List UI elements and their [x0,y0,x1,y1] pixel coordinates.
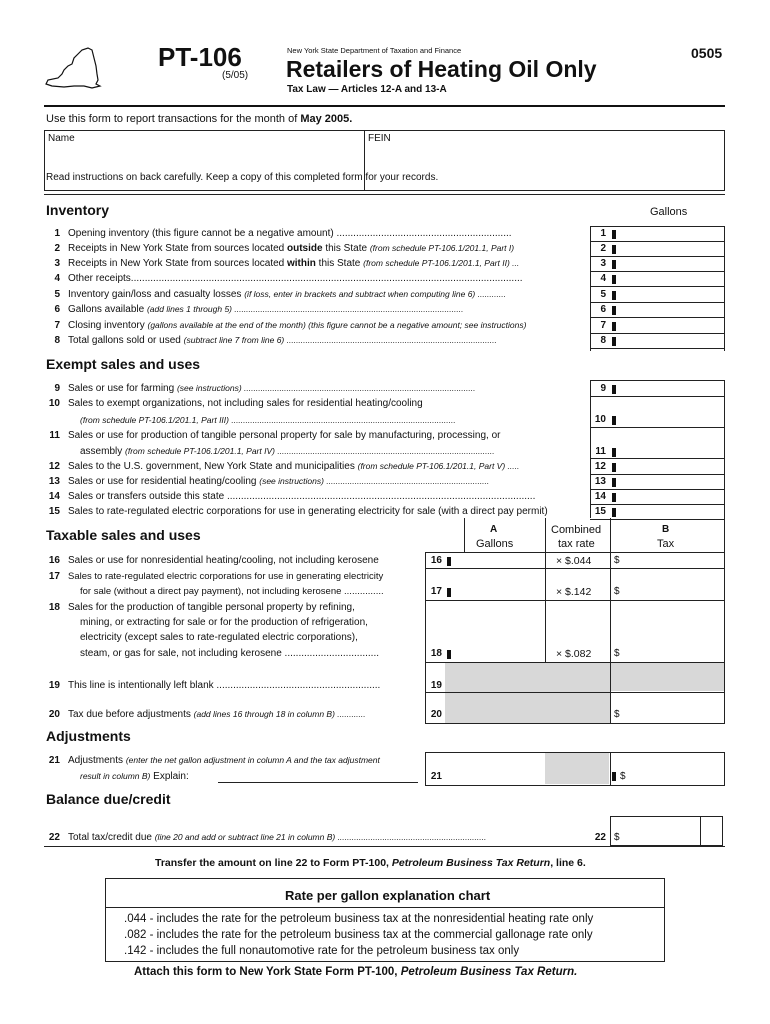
line-18-dollar: $ [614,648,620,659]
rate-sub: tax rate [558,538,595,550]
line-13-number: 13 [594,476,606,487]
line-5-number: 5 [600,289,606,300]
rate-chart-title: Rate per gallon explanation chart [285,888,491,903]
line-13-input[interactable] [617,474,723,488]
line-1-number: 1 [600,228,606,239]
read-instructions: Read instructions on back carefully. Keep a copy of this completed form for your records. [46,172,439,183]
line-4-number: 4 [600,273,606,284]
line-10-source: (from schedule PT-106.1/201.1, Part III) ............................................................................................... [80,415,456,425]
line-8-label: Total gallons sold or used (subtract line 7 from line 6) ......................................................................................... [68,335,497,346]
line-15-marker [612,508,616,517]
line-1-input[interactable] [617,226,723,240]
adjustments-heading: Adjustments [46,728,131,744]
line-5-index: 5 [54,289,60,300]
line-17-rate: × $.142 [556,586,592,598]
line-19-label: This line is intentionally left blank ........................................................... [68,680,381,691]
line-6-index: 6 [54,304,60,315]
line-20-number: 20 [430,709,442,720]
line-22-number: 22 [594,832,606,843]
line-5-label: Inventory gain/loss and casualty losses (if loss, enter in brackets and subtract when computing line 6) ............ [68,289,506,300]
line-14-label: Sales or transfers outside this state ............................................................................................................... [68,491,536,502]
line-3-number: 3 [600,258,606,269]
line-4-label: Other receipts............................................................................................................................................. [68,273,523,284]
line-18-label-c: electricity (except sales to rate-regulated electric corporations), [80,632,358,643]
name-label: Name [48,133,75,144]
line-9-input[interactable] [617,381,723,395]
line-13-label: Sales or use for residential heating/cooling (see instructions) ..................................................................... [68,476,490,487]
line-20-label: Tax due before adjustments (add lines 16 through 18 in column B) ............ [68,709,366,720]
line-4-input[interactable] [617,271,723,285]
line-6-label: Gallons available (add lines 1 through 5) ................................................................................................. [68,304,464,315]
department-name: New York State Department of Taxation and Finance [287,46,462,55]
line-22-input[interactable] [622,817,699,845]
line-16-rate: × $.044 [556,555,592,567]
line-14-marker [612,493,616,502]
fein-label: FEIN [368,133,391,144]
line-18-label: Sales for the production of tangible personal property by refining, [68,602,355,613]
line-22-dollar: $ [614,832,620,843]
rate-header: Combined [551,524,602,536]
col-b-sub: Tax [657,538,675,550]
transfer-note: Transfer the amount on line 22 to Form PT-100, Petroleum Business Tax Return, line 6. [155,857,586,869]
line-5-input[interactable] [617,287,723,301]
line-1-index: 1 [54,228,60,239]
line-4-marker [612,275,616,284]
form-title: Retailers of Heating Oil Only [286,56,597,82]
line-8-number: 8 [600,335,606,346]
rate-row-044: .044 - includes the rate for the petroleum business tax at the nonresidential heating rate only [124,913,594,925]
col-b-header: B [662,524,670,535]
line-16-dollar: $ [614,555,620,566]
line-20-tax-input[interactable] [622,693,722,723]
line-2-label: Receipts in New York State from sources located outside this State (from schedule PT-106.1/201.1, Part I) [68,243,515,254]
line-11-input[interactable] [617,428,723,458]
line-8-index: 8 [54,335,60,346]
col-a-sub: Gallons [476,538,514,550]
line-10-input[interactable] [617,397,723,427]
line-17-tax-input[interactable] [622,569,722,599]
form-number: PT-106 [158,42,242,72]
line-17-label: Sales to rate-regulated electric corporations for use in generating electricity [68,571,384,582]
col-a-header: A [490,524,498,535]
inventory-heading: Inventory [46,202,110,218]
line-10-label: Sales to exempt organizations, not including sales for residential heating/cooling [68,398,423,409]
line-5-marker [612,291,616,300]
line-19-number: 19 [430,680,442,691]
form-subtitle: Tax Law — Articles 12-A and 13-A [287,84,447,95]
line-7-input[interactable] [617,318,723,332]
rate-row-142: .142 - includes the full nonautomotive rate for the petroleum business tax only [124,945,520,957]
line-12-label: Sales to the U.S. government, New York State and municipalities (from schedule PT-106.1/201.1, Part V) ..... [68,461,520,472]
rate-row-082: .082 - includes the rate for the petroleum business tax at the commercial gallonage rate only [124,929,593,941]
line-17-number: 17 [430,586,442,597]
line-4-index: 4 [54,273,60,284]
line-8-marker [612,337,616,346]
line-1-label: Opening inventory (this figure cannot be a negative amount) ............................................................... [68,228,512,239]
line-17-gallons-input[interactable] [452,569,544,599]
taxable-heading: Taxable sales and uses [46,527,201,543]
line-14-number: 14 [594,491,606,502]
line-21-gallons-input[interactable] [446,753,544,784]
line-21-label: Adjustments (enter the net gallon adjustment in column A and the tax adjustment [68,755,380,766]
line-2-number: 2 [600,243,606,254]
new-york-state-outline-icon [44,44,104,90]
line-12-marker [612,463,616,472]
line-6-input[interactable] [617,302,723,316]
line-1-marker [612,230,616,239]
line-10-number: 10 [594,414,606,425]
line-14-index: 14 [48,491,60,502]
line-12-input[interactable] [617,459,723,473]
line-12-index: 12 [48,461,60,472]
line-3-index: 3 [54,258,60,269]
line-16-gallons-input[interactable] [452,553,544,567]
line-2-input[interactable] [617,241,723,255]
line-2-index: 2 [54,243,60,254]
line-11-label: Sales or use for production of tangible personal property for sale by manufacturing, processing, or [68,430,501,441]
line-7-index: 7 [54,320,60,331]
line-11-label-cont: assembly (from schedule PT-106.1/201.1, Part IV) ............................................................................................ [80,446,495,457]
line-21-number: 21 [430,771,442,782]
line-7-marker [612,322,616,331]
month-line [46,113,352,125]
line-11-number: 11 [595,446,606,457]
line-18-label-d: steam, or gas for sale, not including kerosene .................................. [80,648,380,659]
line-18-gallons-input[interactable] [452,601,544,661]
month-text: Use this form to report transactions for the month of [46,113,298,125]
line-16-number: 16 [430,555,442,566]
form-code: 0505 [691,45,723,61]
line-2-marker [612,245,616,254]
line-8-input[interactable] [617,333,723,347]
line-12-number: 12 [594,461,606,472]
gallons-label: Gallons [650,206,688,218]
line-15-number: 15 [594,506,606,517]
line-13-index: 13 [48,476,60,487]
line-18-number: 18 [430,648,442,659]
line-7-label: Closing inventory (gallons available at the end of the month) (this figure cannot be a negative amount; see instructions) [68,320,527,331]
line-15-input[interactable] [617,504,723,518]
line-20-dollar: $ [614,709,620,720]
attach-note: Attach this form to New York State Form PT-100, Petroleum Business Tax Return. [134,966,578,978]
line-17-label-cont: for sale (without a direct pay payment), not including kerosene ............... [80,586,384,597]
line-3-input[interactable] [617,256,723,270]
line-21-dollar: $ [620,771,626,782]
report-month: May 2005. [300,113,353,125]
line-15-label: Sales to rate-regulated electric corporations for use in generating electricity for sale (with a direct pay permit) [68,506,548,517]
line-21-label-cont: result in column B) Explain: [80,771,189,782]
line-22-label: Total tax/credit due (line 20 and add or subtract line 21 in column B) ............................................................... [68,832,487,843]
line-17-dollar: $ [614,586,620,597]
line-16-tax-input[interactable] [622,553,722,567]
line-21-tax-input[interactable] [628,753,723,784]
line-9-label: Sales or use for farming (see instructions) .................................................................................................. [68,383,476,394]
line-18-label-b: mining, or extracting for sale or for the production of refrigeration, [80,617,368,628]
form-date: (5/05) [222,70,249,81]
line-6-marker [612,306,616,315]
line-18-tax-input[interactable] [622,601,722,661]
line-7-number: 7 [600,320,606,331]
line-21-explain-input[interactable] [218,769,418,782]
line-13-marker [612,478,616,487]
exempt-heading: Exempt sales and uses [46,356,201,372]
line-3-marker [612,260,616,269]
line-18-rate: × $.082 [556,648,592,660]
line-3-label: Receipts in New York State from sources located within this State (from schedule PT-106.1/201.1, Part II) ... [68,258,520,269]
line-9-number: 9 [600,383,606,394]
balance-heading: Balance due/credit [46,791,171,807]
line-6-number: 6 [600,304,606,315]
line-14-input[interactable] [617,489,723,503]
line-15-index: 15 [48,506,60,517]
line-16-label: Sales or use for nonresidential heating/cooling, not including kerosene [68,555,379,566]
